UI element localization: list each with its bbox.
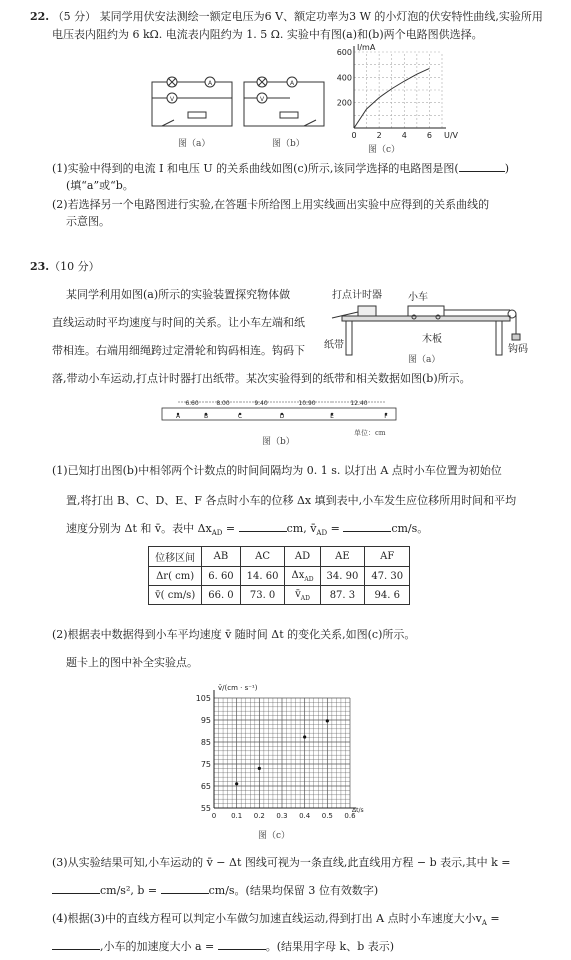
gap-label: 6.60	[185, 400, 199, 407]
gap-label: 10.90	[298, 400, 316, 407]
q3-text2: cm/s。(结果均保留 3 位有效数字)	[208, 884, 379, 897]
x-tick-label: 0	[211, 812, 217, 820]
paper-tape-diagram	[160, 396, 400, 430]
x-tick-label: 0.4	[299, 812, 311, 820]
fig-23b-caption: 图（b）	[262, 437, 295, 447]
iv-curve-chart	[328, 42, 459, 142]
tape-point-label: B	[203, 413, 209, 420]
table-cell	[285, 567, 320, 586]
y-tick-label: 55	[200, 804, 211, 813]
q23-para1: 某同学利用如图(a)所示的实验装置探究物体做	[66, 288, 291, 301]
x-tick-label: 4	[401, 131, 407, 140]
circuit-a-diagram	[148, 74, 236, 132]
fig-22b-caption: 图（b）	[272, 139, 305, 149]
q22-q1-line	[52, 160, 571, 176]
q4-eq: =	[486, 912, 500, 925]
table-cell: 47. 30	[365, 567, 410, 586]
y-axis-label: I/mA	[357, 43, 376, 52]
gap-label: 8.00	[216, 400, 230, 407]
svg-text:A: A	[208, 80, 213, 87]
q23-q1-line2: 置,将打出 B、C、D、E、F 各点时小车的位移 Δx 填到表中,小车发生应位移所用时间和平均	[66, 494, 517, 507]
y-tick-label: 105	[195, 694, 211, 703]
table-cell: AD	[285, 547, 320, 567]
y-tick-label: 85	[200, 738, 211, 747]
blank-a[interactable]	[218, 939, 266, 950]
q23-score: （10 分）	[49, 260, 100, 273]
eq-sign: =	[222, 522, 239, 535]
tape-point-label: A	[175, 413, 181, 420]
table-cell: AE	[320, 547, 365, 567]
tape-unit: 单位：cm	[354, 429, 386, 437]
x-tick-label: 6	[426, 131, 432, 140]
blank-dx-ad[interactable]	[239, 521, 287, 532]
y-tick-label: 200	[336, 98, 352, 108]
q22-q1-blank[interactable]	[459, 161, 505, 172]
blank-b[interactable]	[161, 883, 209, 894]
sub-ad: AD	[211, 529, 223, 538]
sub-ad-2: AD	[316, 529, 328, 538]
q22-q1-close: )	[504, 162, 510, 175]
y-tick-label: 600	[336, 48, 352, 57]
label-weight: 钩码	[508, 344, 528, 355]
q4-text2: ,小车的加速度大小 a =	[100, 940, 218, 953]
svg-text:V: V	[260, 96, 265, 103]
q23-q2-line2: 题卡上的图中补全实验点。	[66, 656, 198, 669]
table-cell: 34. 90	[320, 567, 365, 586]
x-axis-label: U/V	[444, 131, 459, 140]
svg-text:A: A	[290, 80, 295, 87]
blank-k[interactable]	[52, 883, 100, 894]
data-point	[326, 719, 329, 722]
unit-cms: cm/s。	[391, 522, 429, 535]
cell-sub: AD	[304, 575, 314, 583]
y-tick-label: 65	[200, 782, 211, 791]
table-cell: Δr( cm)	[149, 567, 202, 586]
q22-q1-hint: (填“a”或“b。	[66, 179, 134, 192]
label-tape: 纸带	[324, 340, 344, 351]
q22-score: （5 分）	[52, 10, 97, 23]
q23-q3-line1: (3)从实验结果可知,小车运动的 v̄ − Δt 图线可视为一条直线,此直线用方程 − b 表示,其中 k =	[52, 856, 511, 869]
q3-text1: cm/s², b =	[100, 884, 161, 897]
svg-text:V: V	[170, 96, 175, 103]
x-tick-label: 0.1	[231, 812, 243, 820]
y-axis-label: v̄/(cm · s⁻¹)	[218, 684, 258, 692]
q23-q1-line3	[66, 520, 571, 537]
q22-text2: 电压表内阻约为 6 kΩ. 电流表内阻约为 1. 5 Ω. 实验中有图(a)和(b)两个电路图供选择。	[52, 28, 483, 41]
q23-q1-text: 速度分别为 Δt 和 v̄。表中 Δx	[66, 522, 212, 535]
data-point	[235, 782, 238, 785]
table-cell: 14. 60	[240, 567, 285, 586]
y-tick-label: 400	[336, 73, 352, 83]
x-tick-label: 0	[351, 131, 357, 140]
q23-q4-line1	[52, 910, 571, 927]
table-header-row	[149, 547, 410, 567]
q23-q1-text2: cm, v̄	[286, 522, 317, 535]
q22-q1-text: (1)实验中得到的电流 I 和电压 U 的关系曲线如图(c)所示,该同学选择的电路图是图(	[52, 162, 459, 175]
gap-label: 9.40	[254, 400, 268, 407]
tape-point-label: C	[237, 413, 243, 420]
table-cell	[285, 586, 320, 605]
fig-23c-caption: 图（c）	[258, 831, 291, 841]
x-tick-label: 2	[376, 131, 382, 140]
table-row	[149, 567, 410, 586]
table-cell: AF	[365, 547, 410, 567]
q4-text3: 。(结果用字母 k、b 表示)	[265, 940, 395, 953]
tape-point-label: D	[279, 413, 285, 420]
data-point	[258, 767, 261, 770]
gap-label: 12.40	[350, 400, 368, 407]
fig-22c-caption: 图（c）	[368, 145, 401, 155]
table-row	[149, 586, 410, 605]
q22-line1	[30, 8, 571, 24]
cell-text: v̄	[295, 588, 301, 600]
q22-q2-text2: 示意图。	[66, 215, 110, 228]
x-tick-label: 0.2	[253, 812, 265, 820]
table-cell: 73. 0	[240, 586, 285, 605]
q23-q3-line2	[52, 882, 571, 898]
velocity-time-chart	[188, 680, 364, 824]
table-cell: v̄( cm/s)	[149, 586, 202, 605]
fig-23a-caption: 图（a）	[408, 355, 441, 365]
table-cell: 87. 3	[320, 586, 365, 605]
table-cell: 66. 0	[202, 586, 240, 605]
q23-number: 23.	[30, 260, 50, 273]
table-cell: AC	[240, 547, 285, 567]
q22-number: 22.	[30, 10, 50, 23]
q23-q4-line2	[52, 938, 571, 954]
data-point	[303, 735, 306, 738]
sub-a: A	[481, 919, 487, 928]
q23-para3: 带相连。右端用细绳跨过定滑轮和钩码相连。钩码下	[52, 344, 305, 357]
table-cell: 6. 60	[202, 567, 240, 586]
x-tick-label: 0.5	[321, 812, 333, 820]
tape-point-label: E	[330, 413, 334, 420]
q4-text1: (4)根据(3)中的直线方程可以判定小车做匀加速直线运动,得到打出 A 点时小车速度大小v	[52, 912, 482, 925]
data-table	[148, 546, 410, 605]
label-timer: 打点计时器	[332, 290, 382, 301]
label-car: 小车	[408, 292, 428, 303]
y-tick-label: 75	[200, 760, 211, 769]
label-board: 木板	[422, 334, 442, 345]
q23-para4: 落,带动小车运动,打点计时器打出纸带。某次实验得到的纸带和相关数据如图(b)所示。	[52, 372, 471, 385]
tape-point-label: F	[384, 413, 388, 420]
x-tick-label: 0.3	[276, 812, 288, 820]
table-cell: 94. 6	[365, 586, 410, 605]
q23-para2: 直线运动时平均速度与时间的关系。让小车左端和纸	[52, 316, 305, 329]
q22-q2-text: (2)若选择另一个电路图进行实验,在答题卡所给图上用实线画出实验中应得到的关系曲线的	[52, 198, 490, 211]
table-cell: AB	[202, 547, 240, 567]
table-cell: 位移区间	[149, 547, 202, 567]
q23-heading	[30, 258, 571, 274]
cell-sub: AD	[300, 594, 310, 602]
eq-sign-2: =	[327, 522, 344, 535]
fig-22a-caption: 图（a）	[178, 139, 211, 149]
blank-v-ad[interactable]	[343, 521, 391, 532]
y-tick-label: 95	[200, 716, 211, 725]
q23-q2-line1: (2)根据表中数据得到小车平均速度 v̄ 随时间 Δt 的变化关系,如图(c)所示。	[52, 628, 416, 641]
cell-text: Δx	[291, 569, 305, 581]
q23-q1-line1: (1)已知打出图(b)中相邻两个计数点的时间间隔均为 0. 1 s. 以打出 A 点时小车位置为初始位	[52, 464, 502, 477]
circuit-b-diagram	[240, 74, 328, 132]
x-axis-label: Δt/s	[352, 807, 364, 814]
q22-text1: 某同学用伏安法测绘一额定电压为6 V、额定功率为3 W 的小灯泡的伏安特性曲线,实验所用	[99, 10, 543, 23]
x-tick-label: 0.6	[344, 812, 356, 820]
blank-va[interactable]	[52, 939, 100, 950]
